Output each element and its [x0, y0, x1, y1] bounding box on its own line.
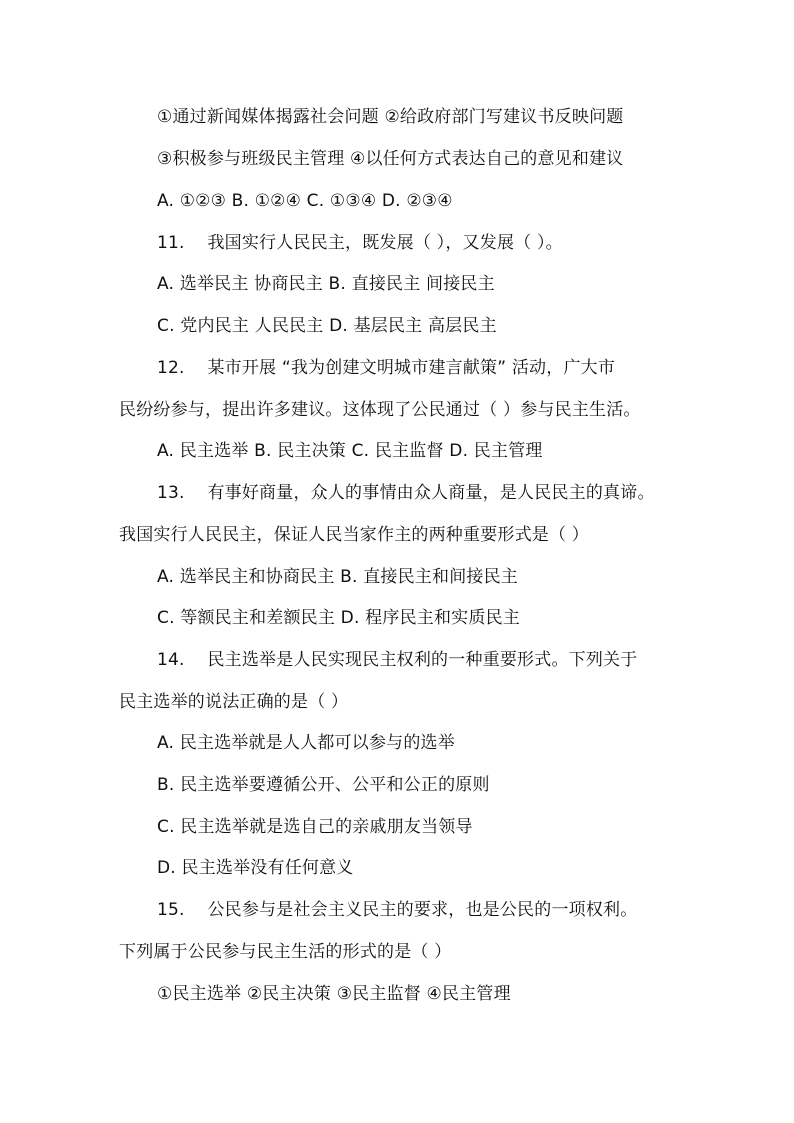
option-line-1: ①通过新闻媒体揭露社会问题 ②给政府部门写建议书反映问题 — [157, 107, 624, 127]
question-11: 11. 我国实行人民民主，既发展（ ），又发展（ ）。 — [157, 233, 563, 253]
question-13-cont: 我国实行人民民主，保证人民当家作主的两种重要形式是（ ） — [119, 525, 590, 545]
option-line-15: ①民主选举 ②民主决策 ③民主监督 ④民主管理 — [157, 984, 511, 1004]
answer-choice-14b: B. 民主选举要遵循公开、公平和公正的原则 — [157, 775, 490, 795]
question-12: 12. 某市开展 “我为创建文明城市建言献策” 活动，广大市 — [157, 358, 616, 378]
answer-choices-11b: C. 党内民主 人民民主 D. 基层民主 高层民主 — [157, 316, 497, 336]
question-14: 14. 民主选举是人民实现民主权利的一种重要形式。下列关于 — [157, 650, 638, 670]
answer-choices-10: A. ①②③ B. ①②④ C. ①③④ D. ②③④ — [157, 191, 453, 211]
question-13: 13. 有事好商量，众人的事情由众人商量，是人民民主的真谛。 — [157, 483, 655, 503]
answer-choice-14c: C. 民主选举就是选自己的亲戚朋友当领导 — [157, 817, 473, 837]
question-12-cont: 民纷纷参与，提出许多建议。这体现了公民通过（ ）参与民主生活。 — [119, 400, 641, 420]
answer-choice-14a: A. 民主选举就是人人都可以参与的选举 — [157, 733, 455, 753]
question-14-cont: 民主选举的说法正确的是（ ） — [119, 692, 349, 712]
option-line-2: ③积极参与班级民主管理 ④以任何方式表达自己的意见和建议 — [157, 149, 624, 169]
question-15-cont: 下列属于公民参与民主生活的形式的是（ ） — [119, 942, 452, 962]
question-15: 15. 公民参与是社会主义民主的要求，也是公民的一项权利。 — [157, 900, 638, 920]
answer-choice-14d: D. 民主选举没有任何意义 — [157, 858, 354, 878]
answer-choices-13b: C. 等额民主和差额民主 D. 程序民主和实质民主 — [157, 608, 520, 628]
answer-choices-13a: A. 选举民主和协商民主 B. 直接民主和间接民主 — [157, 567, 519, 587]
answer-choices-12: A. 民主选举 B. 民主决策 C. 民主监督 D. 民主管理 — [157, 441, 543, 461]
answer-choices-11a: A. 选举民主 协商民主 B. 直接民主 间接民主 — [157, 274, 495, 294]
